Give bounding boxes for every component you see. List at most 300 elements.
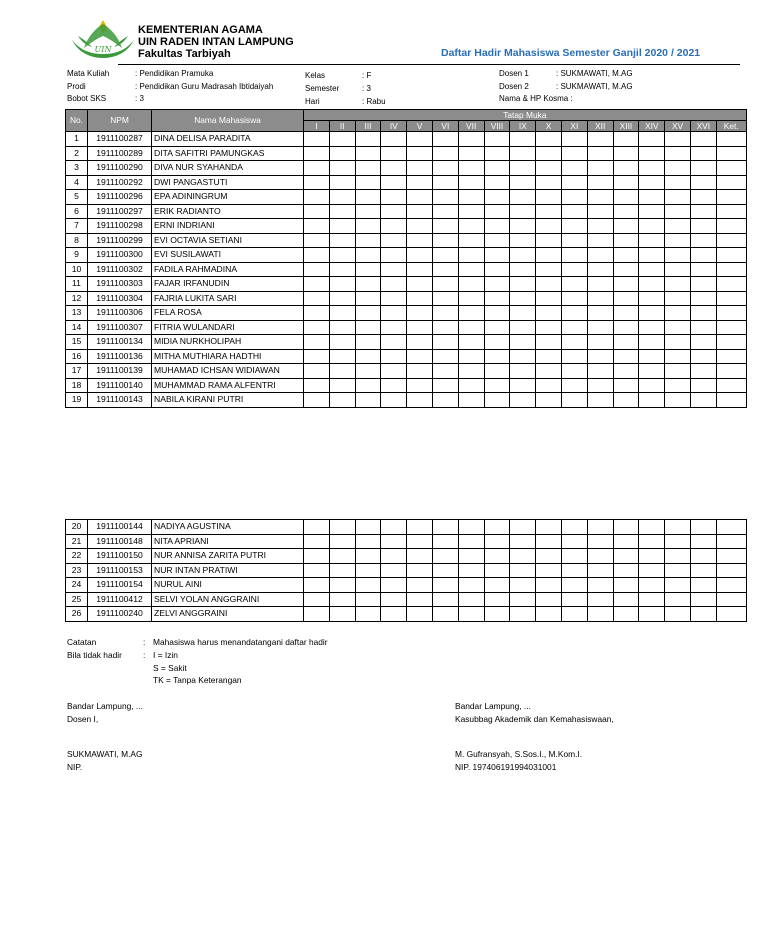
- attendance-cell[interactable]: [304, 277, 330, 292]
- attendance-cell[interactable]: [510, 190, 536, 205]
- attendance-cell[interactable]: [716, 233, 746, 248]
- attendance-cell[interactable]: [458, 534, 484, 549]
- attendance-cell[interactable]: [432, 219, 458, 234]
- attendance-cell[interactable]: [510, 262, 536, 277]
- attendance-cell[interactable]: [484, 378, 510, 393]
- attendance-cell[interactable]: [690, 335, 716, 350]
- attendance-cell[interactable]: [484, 248, 510, 263]
- attendance-cell[interactable]: [355, 190, 381, 205]
- attendance-cell[interactable]: [355, 306, 381, 321]
- attendance-cell[interactable]: [613, 364, 639, 379]
- attendance-cell[interactable]: [561, 306, 587, 321]
- attendance-cell[interactable]: [639, 306, 665, 321]
- attendance-cell[interactable]: [690, 549, 716, 564]
- attendance-cell[interactable]: [484, 320, 510, 335]
- attendance-cell[interactable]: [665, 161, 691, 176]
- attendance-cell[interactable]: [329, 607, 355, 622]
- attendance-cell[interactable]: [561, 364, 587, 379]
- attendance-cell[interactable]: [510, 277, 536, 292]
- attendance-cell[interactable]: [639, 364, 665, 379]
- attendance-cell[interactable]: [587, 132, 613, 147]
- attendance-cell[interactable]: [484, 349, 510, 364]
- attendance-cell[interactable]: [613, 592, 639, 607]
- attendance-cell[interactable]: [407, 262, 433, 277]
- attendance-cell[interactable]: [510, 549, 536, 564]
- attendance-cell[interactable]: [561, 393, 587, 408]
- attendance-cell[interactable]: [432, 563, 458, 578]
- attendance-cell[interactable]: [716, 219, 746, 234]
- attendance-cell[interactable]: [407, 607, 433, 622]
- attendance-cell[interactable]: [329, 393, 355, 408]
- attendance-cell[interactable]: [639, 549, 665, 564]
- attendance-cell[interactable]: [458, 520, 484, 535]
- attendance-cell[interactable]: [690, 146, 716, 161]
- attendance-cell[interactable]: [665, 175, 691, 190]
- attendance-cell[interactable]: [665, 607, 691, 622]
- attendance-cell[interactable]: [381, 132, 407, 147]
- attendance-cell[interactable]: [690, 204, 716, 219]
- attendance-cell[interactable]: [484, 262, 510, 277]
- attendance-cell[interactable]: [407, 132, 433, 147]
- attendance-cell[interactable]: [329, 277, 355, 292]
- attendance-cell[interactable]: [355, 175, 381, 190]
- attendance-cell[interactable]: [665, 335, 691, 350]
- attendance-cell[interactable]: [510, 393, 536, 408]
- attendance-cell[interactable]: [484, 549, 510, 564]
- attendance-cell[interactable]: [665, 320, 691, 335]
- attendance-cell[interactable]: [329, 335, 355, 350]
- attendance-cell[interactable]: [665, 262, 691, 277]
- attendance-cell[interactable]: [561, 335, 587, 350]
- attendance-cell[interactable]: [304, 320, 330, 335]
- attendance-cell[interactable]: [484, 393, 510, 408]
- attendance-cell[interactable]: [536, 335, 562, 350]
- attendance-cell[interactable]: [407, 349, 433, 364]
- attendance-cell[interactable]: [458, 175, 484, 190]
- attendance-cell[interactable]: [639, 607, 665, 622]
- attendance-cell[interactable]: [407, 161, 433, 176]
- attendance-cell[interactable]: [355, 132, 381, 147]
- attendance-cell[interactable]: [561, 520, 587, 535]
- attendance-cell[interactable]: [329, 549, 355, 564]
- attendance-cell[interactable]: [407, 190, 433, 205]
- attendance-cell[interactable]: [381, 607, 407, 622]
- attendance-cell[interactable]: [329, 349, 355, 364]
- attendance-cell[interactable]: [639, 563, 665, 578]
- attendance-cell[interactable]: [484, 146, 510, 161]
- attendance-cell[interactable]: [432, 262, 458, 277]
- attendance-cell[interactable]: [432, 578, 458, 593]
- attendance-cell[interactable]: [304, 132, 330, 147]
- attendance-cell[interactable]: [329, 161, 355, 176]
- attendance-cell[interactable]: [484, 291, 510, 306]
- attendance-cell[interactable]: [639, 578, 665, 593]
- attendance-cell[interactable]: [665, 393, 691, 408]
- attendance-cell[interactable]: [587, 364, 613, 379]
- attendance-cell[interactable]: [432, 204, 458, 219]
- attendance-cell[interactable]: [304, 306, 330, 321]
- attendance-cell[interactable]: [665, 364, 691, 379]
- attendance-cell[interactable]: [381, 364, 407, 379]
- attendance-cell[interactable]: [355, 607, 381, 622]
- attendance-cell[interactable]: [587, 592, 613, 607]
- attendance-cell[interactable]: [329, 262, 355, 277]
- attendance-cell[interactable]: [329, 592, 355, 607]
- attendance-cell[interactable]: [432, 549, 458, 564]
- attendance-cell[interactable]: [587, 291, 613, 306]
- attendance-cell[interactable]: [407, 393, 433, 408]
- attendance-cell[interactable]: [355, 364, 381, 379]
- attendance-cell[interactable]: [484, 277, 510, 292]
- attendance-cell[interactable]: [587, 219, 613, 234]
- attendance-cell[interactable]: [690, 393, 716, 408]
- attendance-cell[interactable]: [407, 534, 433, 549]
- attendance-cell[interactable]: [304, 607, 330, 622]
- attendance-cell[interactable]: [561, 563, 587, 578]
- attendance-cell[interactable]: [484, 161, 510, 176]
- attendance-cell[interactable]: [639, 132, 665, 147]
- attendance-cell[interactable]: [381, 378, 407, 393]
- attendance-cell[interactable]: [639, 233, 665, 248]
- attendance-cell[interactable]: [355, 534, 381, 549]
- attendance-cell[interactable]: [716, 146, 746, 161]
- attendance-cell[interactable]: [407, 563, 433, 578]
- attendance-cell[interactable]: [329, 219, 355, 234]
- attendance-cell[interactable]: [587, 146, 613, 161]
- attendance-cell[interactable]: [381, 277, 407, 292]
- attendance-cell[interactable]: [381, 306, 407, 321]
- attendance-cell[interactable]: [613, 534, 639, 549]
- attendance-cell[interactable]: [355, 520, 381, 535]
- attendance-cell[interactable]: [381, 291, 407, 306]
- attendance-cell[interactable]: [587, 578, 613, 593]
- attendance-cell[interactable]: [432, 132, 458, 147]
- attendance-cell[interactable]: [484, 190, 510, 205]
- attendance-cell[interactable]: [407, 291, 433, 306]
- attendance-cell[interactable]: [407, 233, 433, 248]
- attendance-cell[interactable]: [639, 175, 665, 190]
- attendance-cell[interactable]: [432, 306, 458, 321]
- attendance-cell[interactable]: [716, 132, 746, 147]
- attendance-cell[interactable]: [536, 592, 562, 607]
- attendance-cell[interactable]: [536, 219, 562, 234]
- attendance-cell[interactable]: [484, 219, 510, 234]
- attendance-cell[interactable]: [613, 175, 639, 190]
- attendance-cell[interactable]: [329, 204, 355, 219]
- attendance-cell[interactable]: [690, 306, 716, 321]
- attendance-cell[interactable]: [329, 233, 355, 248]
- attendance-cell[interactable]: [432, 175, 458, 190]
- attendance-cell[interactable]: [432, 607, 458, 622]
- attendance-cell[interactable]: [329, 578, 355, 593]
- attendance-cell[interactable]: [665, 592, 691, 607]
- attendance-cell[interactable]: [329, 291, 355, 306]
- attendance-cell[interactable]: [381, 578, 407, 593]
- attendance-cell[interactable]: [510, 306, 536, 321]
- attendance-cell[interactable]: [536, 520, 562, 535]
- attendance-cell[interactable]: [561, 175, 587, 190]
- attendance-cell[interactable]: [716, 291, 746, 306]
- attendance-cell[interactable]: [458, 132, 484, 147]
- attendance-cell[interactable]: [355, 233, 381, 248]
- attendance-cell[interactable]: [536, 291, 562, 306]
- attendance-cell[interactable]: [510, 146, 536, 161]
- attendance-cell[interactable]: [510, 175, 536, 190]
- attendance-cell[interactable]: [639, 146, 665, 161]
- attendance-cell[interactable]: [458, 349, 484, 364]
- attendance-cell[interactable]: [690, 219, 716, 234]
- attendance-cell[interactable]: [432, 277, 458, 292]
- attendance-cell[interactable]: [304, 578, 330, 593]
- attendance-cell[interactable]: [484, 607, 510, 622]
- attendance-cell[interactable]: [355, 592, 381, 607]
- attendance-cell[interactable]: [536, 364, 562, 379]
- attendance-cell[interactable]: [329, 146, 355, 161]
- attendance-cell[interactable]: [639, 291, 665, 306]
- attendance-cell[interactable]: [510, 335, 536, 350]
- attendance-cell[interactable]: [561, 592, 587, 607]
- attendance-cell[interactable]: [561, 146, 587, 161]
- attendance-cell[interactable]: [613, 204, 639, 219]
- attendance-cell[interactable]: [587, 549, 613, 564]
- attendance-cell[interactable]: [561, 204, 587, 219]
- attendance-cell[interactable]: [587, 520, 613, 535]
- attendance-cell[interactable]: [510, 364, 536, 379]
- attendance-cell[interactable]: [510, 320, 536, 335]
- attendance-cell[interactable]: [716, 393, 746, 408]
- attendance-cell[interactable]: [432, 364, 458, 379]
- attendance-cell[interactable]: [381, 534, 407, 549]
- attendance-cell[interactable]: [304, 161, 330, 176]
- attendance-cell[interactable]: [716, 592, 746, 607]
- attendance-cell[interactable]: [613, 190, 639, 205]
- attendance-cell[interactable]: [304, 393, 330, 408]
- attendance-cell[interactable]: [613, 146, 639, 161]
- attendance-cell[interactable]: [690, 161, 716, 176]
- attendance-cell[interactable]: [381, 320, 407, 335]
- attendance-cell[interactable]: [561, 320, 587, 335]
- attendance-cell[interactable]: [665, 291, 691, 306]
- attendance-cell[interactable]: [484, 175, 510, 190]
- attendance-cell[interactable]: [690, 132, 716, 147]
- attendance-cell[interactable]: [561, 578, 587, 593]
- attendance-cell[interactable]: [381, 520, 407, 535]
- attendance-cell[interactable]: [613, 219, 639, 234]
- attendance-cell[interactable]: [613, 335, 639, 350]
- attendance-cell[interactable]: [510, 291, 536, 306]
- attendance-cell[interactable]: [561, 132, 587, 147]
- attendance-cell[interactable]: [536, 349, 562, 364]
- attendance-cell[interactable]: [355, 277, 381, 292]
- attendance-cell[interactable]: [458, 378, 484, 393]
- attendance-cell[interactable]: [381, 175, 407, 190]
- attendance-cell[interactable]: [561, 378, 587, 393]
- attendance-cell[interactable]: [716, 190, 746, 205]
- attendance-cell[interactable]: [458, 219, 484, 234]
- attendance-cell[interactable]: [665, 378, 691, 393]
- attendance-cell[interactable]: [484, 592, 510, 607]
- attendance-cell[interactable]: [355, 291, 381, 306]
- attendance-cell[interactable]: [690, 190, 716, 205]
- attendance-cell[interactable]: [613, 262, 639, 277]
- attendance-cell[interactable]: [484, 335, 510, 350]
- attendance-cell[interactable]: [690, 534, 716, 549]
- attendance-cell[interactable]: [304, 262, 330, 277]
- attendance-cell[interactable]: [561, 349, 587, 364]
- attendance-cell[interactable]: [484, 233, 510, 248]
- attendance-cell[interactable]: [536, 204, 562, 219]
- attendance-cell[interactable]: [587, 534, 613, 549]
- attendance-cell[interactable]: [304, 190, 330, 205]
- attendance-cell[interactable]: [329, 248, 355, 263]
- attendance-cell[interactable]: [665, 248, 691, 263]
- attendance-cell[interactable]: [458, 607, 484, 622]
- attendance-cell[interactable]: [432, 320, 458, 335]
- attendance-cell[interactable]: [458, 204, 484, 219]
- attendance-cell[interactable]: [510, 534, 536, 549]
- attendance-cell[interactable]: [510, 161, 536, 176]
- attendance-cell[interactable]: [613, 378, 639, 393]
- attendance-cell[interactable]: [665, 146, 691, 161]
- attendance-cell[interactable]: [613, 161, 639, 176]
- attendance-cell[interactable]: [484, 306, 510, 321]
- attendance-cell[interactable]: [665, 549, 691, 564]
- attendance-cell[interactable]: [716, 161, 746, 176]
- attendance-cell[interactable]: [639, 378, 665, 393]
- attendance-cell[interactable]: [690, 175, 716, 190]
- attendance-cell[interactable]: [716, 534, 746, 549]
- attendance-cell[interactable]: [716, 520, 746, 535]
- attendance-cell[interactable]: [407, 219, 433, 234]
- attendance-cell[interactable]: [381, 190, 407, 205]
- attendance-cell[interactable]: [355, 248, 381, 263]
- attendance-cell[interactable]: [381, 335, 407, 350]
- attendance-cell[interactable]: [613, 549, 639, 564]
- attendance-cell[interactable]: [407, 578, 433, 593]
- attendance-cell[interactable]: [690, 520, 716, 535]
- attendance-cell[interactable]: [561, 219, 587, 234]
- attendance-cell[interactable]: [355, 146, 381, 161]
- attendance-cell[interactable]: [561, 248, 587, 263]
- attendance-cell[interactable]: [458, 146, 484, 161]
- attendance-cell[interactable]: [536, 534, 562, 549]
- attendance-cell[interactable]: [536, 161, 562, 176]
- attendance-cell[interactable]: [561, 277, 587, 292]
- attendance-cell[interactable]: [432, 592, 458, 607]
- attendance-cell[interactable]: [561, 607, 587, 622]
- attendance-cell[interactable]: [665, 233, 691, 248]
- attendance-cell[interactable]: [458, 578, 484, 593]
- attendance-cell[interactable]: [690, 233, 716, 248]
- attendance-cell[interactable]: [458, 335, 484, 350]
- attendance-cell[interactable]: [639, 335, 665, 350]
- attendance-cell[interactable]: [536, 549, 562, 564]
- attendance-cell[interactable]: [304, 204, 330, 219]
- attendance-cell[interactable]: [355, 219, 381, 234]
- attendance-cell[interactable]: [587, 607, 613, 622]
- attendance-cell[interactable]: [510, 592, 536, 607]
- attendance-cell[interactable]: [432, 393, 458, 408]
- attendance-cell[interactable]: [716, 607, 746, 622]
- attendance-cell[interactable]: [716, 378, 746, 393]
- attendance-cell[interactable]: [690, 563, 716, 578]
- attendance-cell[interactable]: [432, 233, 458, 248]
- attendance-cell[interactable]: [432, 349, 458, 364]
- attendance-cell[interactable]: [639, 248, 665, 263]
- attendance-cell[interactable]: [613, 291, 639, 306]
- attendance-cell[interactable]: [613, 520, 639, 535]
- attendance-cell[interactable]: [458, 161, 484, 176]
- attendance-cell[interactable]: [536, 607, 562, 622]
- attendance-cell[interactable]: [432, 146, 458, 161]
- attendance-cell[interactable]: [304, 592, 330, 607]
- attendance-cell[interactable]: [613, 393, 639, 408]
- attendance-cell[interactable]: [355, 161, 381, 176]
- attendance-cell[interactable]: [510, 248, 536, 263]
- attendance-cell[interactable]: [587, 306, 613, 321]
- attendance-cell[interactable]: [587, 204, 613, 219]
- attendance-cell[interactable]: [536, 248, 562, 263]
- attendance-cell[interactable]: [484, 204, 510, 219]
- attendance-cell[interactable]: [613, 320, 639, 335]
- attendance-cell[interactable]: [587, 378, 613, 393]
- attendance-cell[interactable]: [304, 349, 330, 364]
- attendance-cell[interactable]: [639, 520, 665, 535]
- attendance-cell[interactable]: [458, 248, 484, 263]
- attendance-cell[interactable]: [587, 277, 613, 292]
- attendance-cell[interactable]: [665, 306, 691, 321]
- attendance-cell[interactable]: [407, 146, 433, 161]
- attendance-cell[interactable]: [639, 349, 665, 364]
- attendance-cell[interactable]: [690, 291, 716, 306]
- attendance-cell[interactable]: [458, 364, 484, 379]
- attendance-cell[interactable]: [716, 175, 746, 190]
- attendance-cell[interactable]: [665, 520, 691, 535]
- attendance-cell[interactable]: [665, 349, 691, 364]
- attendance-cell[interactable]: [407, 378, 433, 393]
- attendance-cell[interactable]: [458, 563, 484, 578]
- attendance-cell[interactable]: [613, 132, 639, 147]
- attendance-cell[interactable]: [407, 175, 433, 190]
- attendance-cell[interactable]: [665, 204, 691, 219]
- attendance-cell[interactable]: [587, 175, 613, 190]
- attendance-cell[interactable]: [665, 277, 691, 292]
- attendance-cell[interactable]: [716, 335, 746, 350]
- attendance-cell[interactable]: [329, 132, 355, 147]
- attendance-cell[interactable]: [613, 277, 639, 292]
- attendance-cell[interactable]: [536, 277, 562, 292]
- attendance-cell[interactable]: [639, 277, 665, 292]
- attendance-cell[interactable]: [536, 175, 562, 190]
- attendance-cell[interactable]: [381, 219, 407, 234]
- attendance-cell[interactable]: [690, 320, 716, 335]
- attendance-cell[interactable]: [510, 563, 536, 578]
- attendance-cell[interactable]: [716, 578, 746, 593]
- attendance-cell[interactable]: [536, 262, 562, 277]
- attendance-cell[interactable]: [355, 393, 381, 408]
- attendance-cell[interactable]: [587, 233, 613, 248]
- attendance-cell[interactable]: [613, 306, 639, 321]
- attendance-cell[interactable]: [536, 190, 562, 205]
- attendance-cell[interactable]: [536, 233, 562, 248]
- attendance-cell[interactable]: [381, 146, 407, 161]
- attendance-cell[interactable]: [587, 248, 613, 263]
- attendance-cell[interactable]: [716, 563, 746, 578]
- attendance-cell[interactable]: [407, 592, 433, 607]
- attendance-cell[interactable]: [716, 248, 746, 263]
- attendance-cell[interactable]: [329, 520, 355, 535]
- attendance-cell[interactable]: [304, 248, 330, 263]
